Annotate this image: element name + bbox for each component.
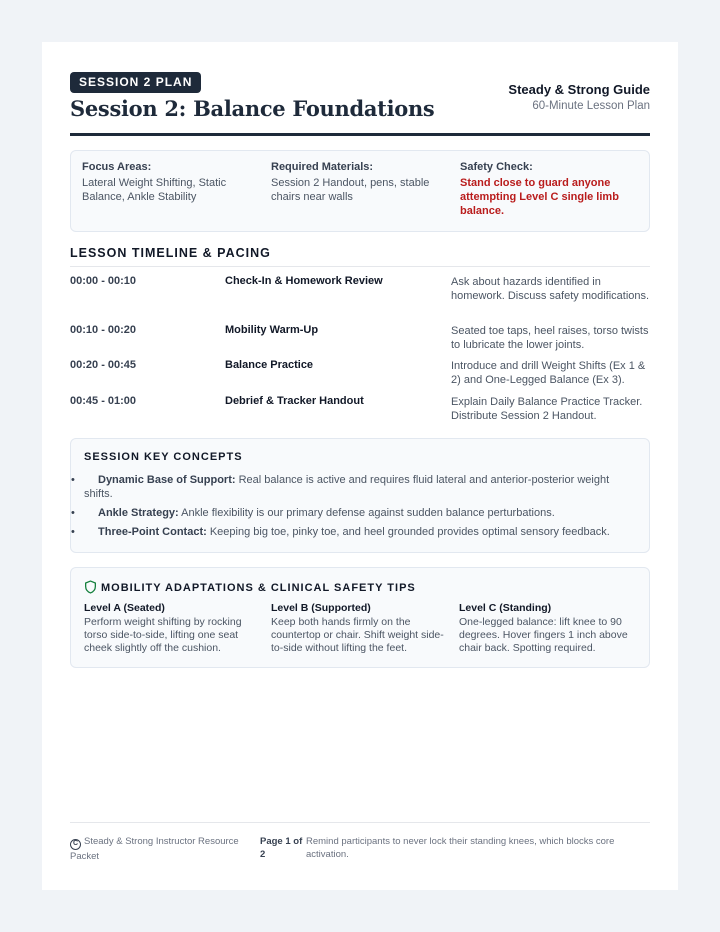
footer-note: Remind participants to never lock their standing knees, which blocks core activation.: [306, 836, 615, 860]
list-item: [84, 473, 639, 501]
tip-text: One-legged balance: lift knee to 90 degrees. Hover fingers 1 inch above chair back. Spotting required.: [459, 616, 628, 654]
timeline-description: Explain Daily Balance Practice Tracker. Distribute Session 2 Handout.: [451, 396, 643, 422]
timeline-description: Seated toe taps, heel raises, torso twists to lubricate the lower joints.: [451, 325, 649, 351]
focus-areas-text: Lateral Weight Shifting, Static Balance, Ankle Stability: [82, 177, 227, 203]
session-badge: SESSION 2 PLAN: [70, 72, 201, 93]
concept-term: Three-Point Contact:: [98, 526, 207, 538]
concept-term: Dynamic Base of Support:: [98, 474, 236, 486]
concept-text: Ankle flexibility is our primary defense against sudden balance perturbations.: [178, 507, 555, 519]
page-footer: [70, 822, 650, 866]
tip-text: Perform weight shifting by rocking torso side-to-side, lifting one seat cheek slightly off the cushion.: [84, 616, 242, 654]
materials-label: Required Materials:: [271, 161, 374, 173]
shield-icon: [84, 580, 97, 594]
required-materials: [271, 161, 446, 204]
materials-text: Session 2 Handout, pens, stable chairs near walls: [271, 177, 430, 203]
page-content: [70, 72, 650, 862]
lesson-plan-page: [42, 42, 678, 890]
tip-label: Level C (Standing): [459, 602, 552, 614]
timeline-time: 00:00 - 00:10: [70, 275, 137, 287]
tip-label: Level A (Seated): [84, 602, 165, 614]
page-number: Page 1 of 2: [260, 836, 303, 860]
copyright-icon: C: [70, 839, 81, 850]
safety-tips-heading: [84, 580, 416, 594]
level-a-tip: [84, 602, 262, 655]
timeline-heading: LESSON TIMELINE & PACING: [70, 246, 650, 267]
guide-subtitle: 60-Minute Lesson Plan: [532, 100, 650, 112]
timeline-activity: Debrief & Tracker Handout: [225, 395, 364, 407]
focus-areas-label: Focus Areas:: [82, 161, 152, 173]
timeline-activity: Balance Practice: [225, 359, 314, 371]
focus-areas: [82, 161, 257, 204]
safety-label: Safety Check:: [460, 161, 533, 173]
timeline-activity: Check-In & Homework Review: [225, 275, 383, 287]
timeline-activity: Mobility Warm-Up: [225, 324, 319, 336]
page-title: Session 2: Balance Foundations: [70, 96, 435, 121]
page-header: [70, 72, 650, 136]
list-item: [84, 506, 639, 520]
timeline-time: 00:45 - 01:00: [70, 395, 137, 407]
key-concepts-box: [70, 438, 650, 553]
safety-warning: Stand close to guard anyone attempting Level C single limb balance.: [460, 177, 619, 217]
footer-resource-text: Steady & Strong Instructor Resource Packet: [70, 836, 239, 862]
safety-tips-box: [70, 567, 650, 668]
tip-label: Level B (Supported): [271, 602, 371, 614]
guide-name: Steady & Strong Guide: [508, 82, 650, 97]
concept-term: Ankle Strategy:: [98, 507, 179, 519]
safety-tips-title: MOBILITY ADAPTATIONS & CLINICAL SAFETY TIPS: [101, 582, 416, 594]
concept-text: Real balance is active and requires fluid lateral and anterior-posterior weight shifts.: [84, 474, 610, 500]
tip-text: Keep both hands firmly on the countertop or chair. Shift weight side-to-side without lifting the feet.: [271, 616, 444, 654]
timeline-description: Introduce and drill Weight Shifts (Ex 1 & 2) and One-Legged Balance (Ex 3).: [451, 360, 646, 386]
timeline-time: 00:20 - 00:45: [70, 359, 137, 371]
timeline-description: Ask about hazards identified in homework. Discuss safety modifications.: [451, 276, 650, 302]
level-c-tip: [459, 602, 639, 655]
list-item: [84, 525, 639, 539]
footer-resource: [70, 835, 245, 863]
timeline-time: 00:10 - 00:20: [70, 324, 137, 336]
concept-text: Keeping big toe, pinky toe, and heel grounded provides optimal sensory feedback.: [206, 526, 610, 538]
key-concepts-list: [84, 473, 639, 544]
level-b-tip: [271, 602, 449, 655]
session-info-box: [70, 150, 650, 232]
safety-check: [460, 161, 630, 218]
key-concepts-heading: SESSION KEY CONCEPTS: [84, 451, 243, 463]
